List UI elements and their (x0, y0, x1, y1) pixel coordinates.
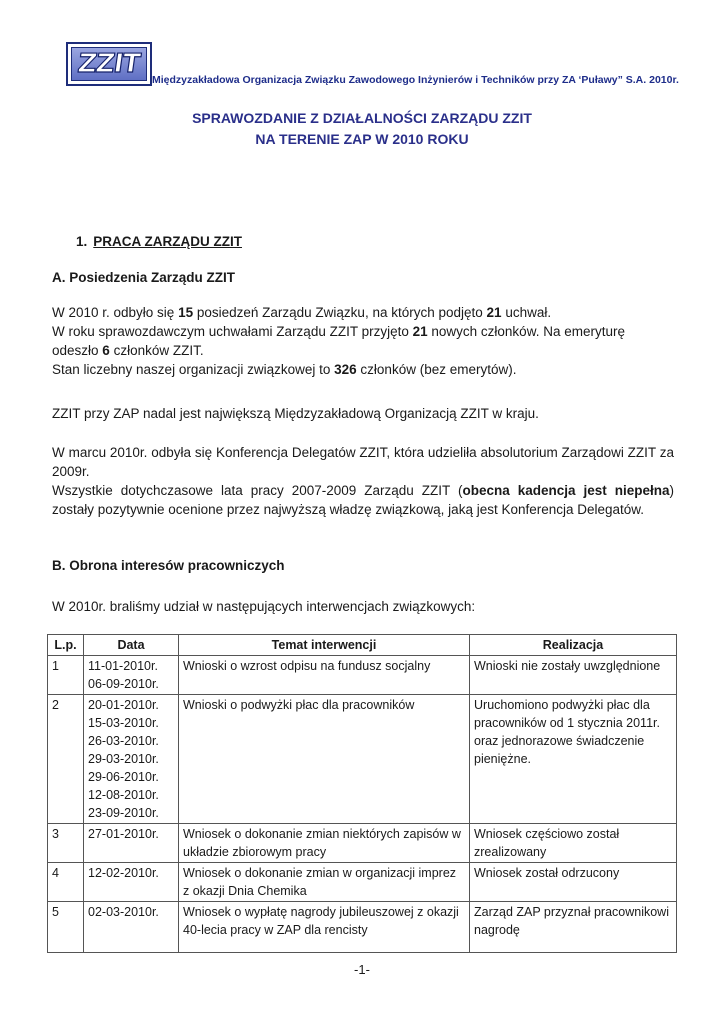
paragraph-meetings: W 2010 r. odbyło się 15 posiedzeń Zarządu Związku, na których podjęto 21 uchwał. W roku sprawozdawczym uchwałami Zarządu ZZIT przyjęto 21 nowych członków. Na emeryturę odeszło 6 członków ZZIT. Stan liczebny naszej organizacji związkowej to 326 członków (bez emerytów). (52, 305, 625, 377)
cell-data: 02-03-2010r. (84, 902, 179, 953)
cell-lp: 1 (48, 656, 84, 695)
interventions-table (47, 634, 677, 953)
cell-lp: 3 (48, 824, 84, 863)
zzit-logo (66, 42, 152, 86)
paragraph-interventions-intro: W 2010r. braliśmy udział w następujących interwencjach związkowych: (52, 599, 476, 614)
header-temat: Temat interwencji (179, 635, 470, 656)
cell-realizacja: Wniosek został odrzucony (470, 863, 677, 902)
table-row (48, 902, 677, 953)
document-title-line2: NA TERENIE ZAP W 2010 ROKU (255, 131, 469, 147)
cell-lp: 2 (48, 695, 84, 824)
header-realizacja: Realizacja (470, 635, 677, 656)
logo-text: ZZIT (76, 49, 142, 79)
page-number: -1- (354, 962, 370, 977)
cell-temat: Wniosek o wypłatę nagrody jubileuszowej z okazji 40-lecia pracy w ZAP dla rencisty (179, 902, 470, 953)
page-header (66, 42, 679, 92)
cell-temat: Wnioski o podwyżki płac dla pracowników (179, 695, 470, 824)
table-row (48, 863, 677, 902)
section-b-heading: B. Obrona interesów pracowniczych (52, 558, 285, 573)
paragraph-largest-org: ZZIT przy ZAP nadal jest największą Międzyzakładową Organizacją ZZIT w kraju. (52, 406, 539, 421)
cell-temat: Wniosek o dokonanie zmian w organizacji imprez z okazji Dnia Chemika (179, 863, 470, 902)
cell-data: 20-01-2010r. 15-03-2010r. 26-03-2010r. 29-03-2010r. 29-06-2010r. 12-08-2010r. 23-09-2010r. (84, 695, 179, 824)
table-row (48, 695, 677, 824)
cell-data: 11-01-2010r. 06-09-2010r. (84, 656, 179, 695)
cell-realizacja: Wniosek częściowo został zrealizowany (470, 824, 677, 863)
cell-lp: 5 (48, 902, 84, 953)
cell-temat: Wnioski o wzrost odpisu na fundusz socjalny (179, 656, 470, 695)
cell-realizacja: Uruchomiono podwyżki płac dla pracowników od 1 stycznia 2011r. oraz jednorazowe świadczenie pieniężne. (470, 695, 677, 824)
header-data: Data (84, 635, 179, 656)
paragraph-conference: W marcu 2010r. odbyła się Konferencja Delegatów ZZIT, która udzieliła absolutorium Zarządowi ZZIT za 2009r. Wszystkie dotychczasowe lata pracy 2007-2009 Zarządu ZZIT (obecna kadencja jest niepełna) zostały pozytywnie ocenione przez najwyższą władzę związkową, jaką jest Konferencja Delegatów. (52, 445, 674, 517)
cell-temat: Wniosek o dokonanie zmian niektórych zapisów w układzie zbiorowym pracy (179, 824, 470, 863)
cell-realizacja: Wnioski nie zostały uwzględnione (470, 656, 677, 695)
cell-data: 27-01-2010r. (84, 824, 179, 863)
cell-data: 12-02-2010r. (84, 863, 179, 902)
table-row (48, 656, 677, 695)
table-header-row (48, 635, 677, 656)
cell-realizacja: Zarząd ZAP przyznał pracownikowi nagrodę (470, 902, 677, 953)
section-a-heading: A. Posiedzenia Zarządu ZZIT (52, 270, 236, 285)
document-title-line1: SPRAWOZDANIE Z DZIAŁALNOŚCI ZARZĄDU ZZIT (192, 110, 532, 126)
header-lp: L.p. (48, 635, 84, 656)
organization-name: Międzyzakładowa Organizacja Związku Zawodowego Inżynierów i Techników przy ZA ‘Puławy” S.A. 2010r. (152, 74, 679, 86)
section-1-heading (76, 234, 242, 249)
cell-lp: 4 (48, 863, 84, 902)
section-1-label: PRACA ZARZĄDU ZZIT (93, 234, 242, 249)
section-1-number: 1. (76, 234, 88, 249)
table-row (48, 824, 677, 863)
